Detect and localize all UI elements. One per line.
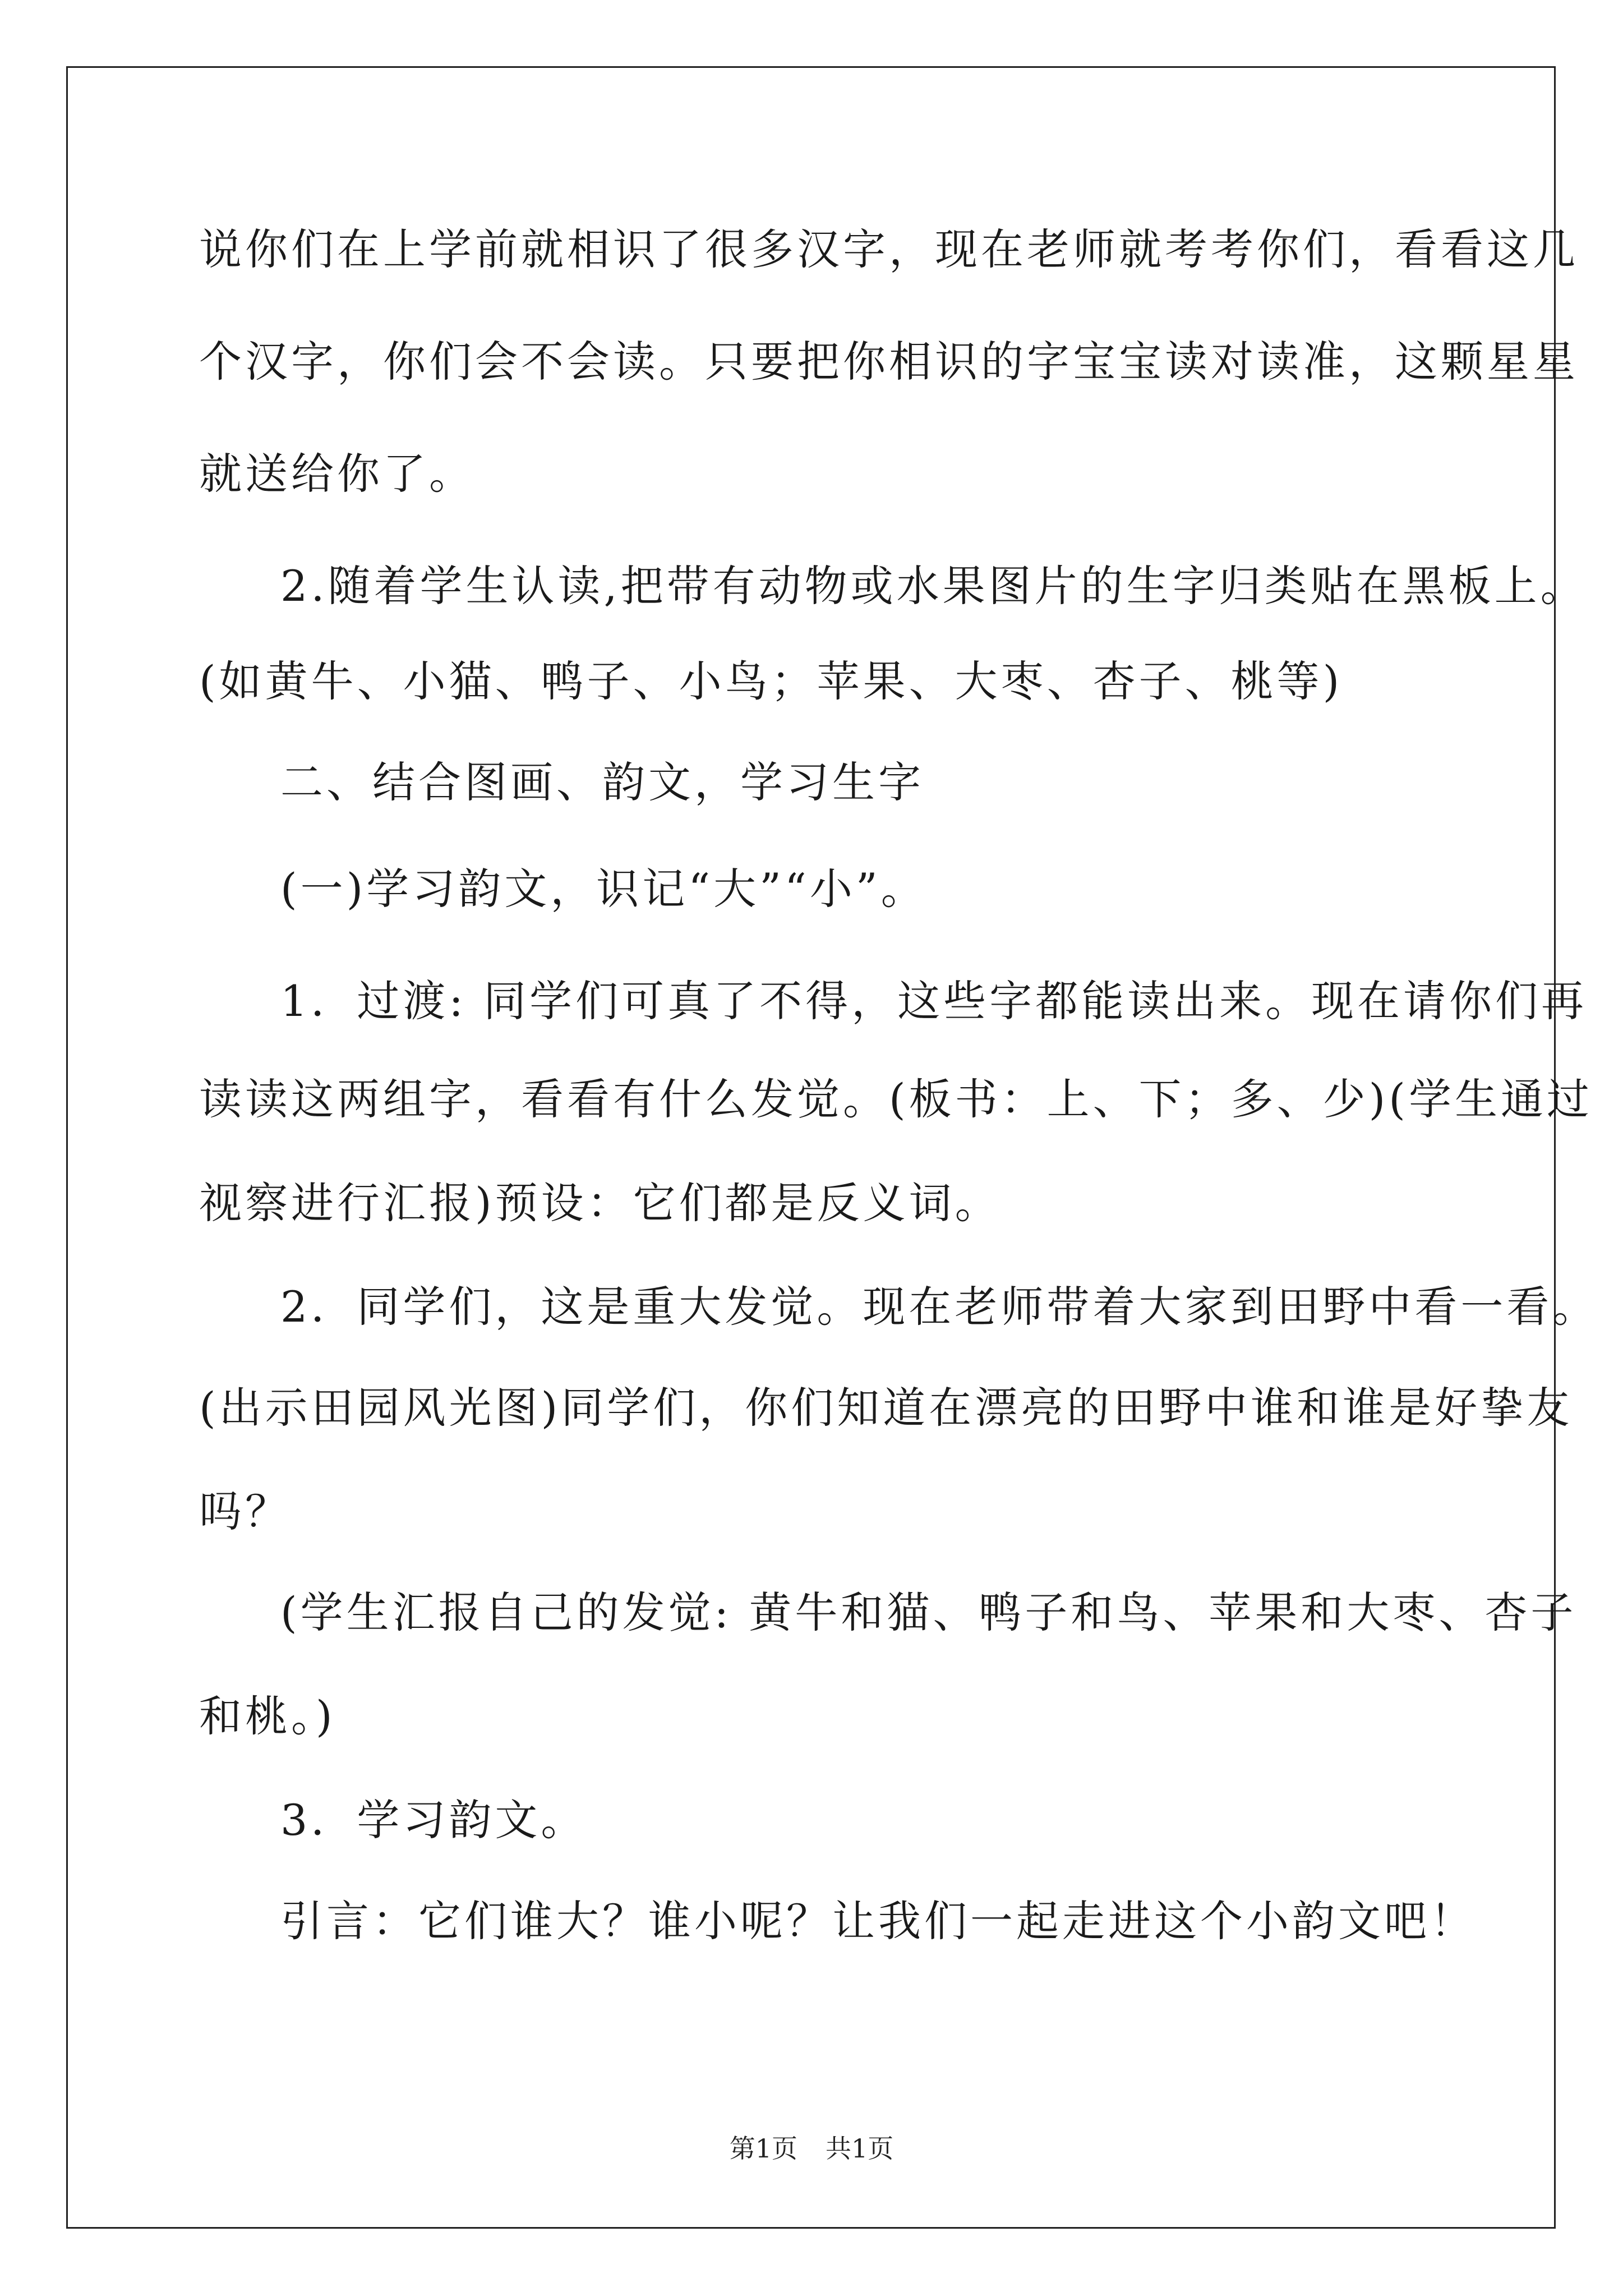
page-total: 共1页 <box>826 2133 894 2164</box>
paragraph-line: 就送给你了。 <box>199 449 475 499</box>
paragraph-line: 1．过渡: 同学们可真了不得，这些字都能读出来。现在请你们再 <box>280 976 1588 1026</box>
paragraph-line: 吗？ <box>199 1487 291 1536</box>
paragraph-line: (学生汇报自己的发觉: 黄牛和猫、鸭子和鸟、苹果和大枣、杏子 <box>280 1588 1577 1637</box>
paragraph-line: 2．同学们，这是重大发觉。现在老师带着大家到田野中看一看。 <box>280 1282 1599 1332</box>
paragraph-line: 个汉字，你们会不会读。只要把你相识的字宝宝读对读准，这颗星星 <box>199 337 1579 386</box>
paragraph-line: (如黄牛、小猫、鸭子、小鸟；苹果、大枣、杏子、桃等) <box>199 656 1343 706</box>
paragraph-line: 读读这两组字，看看有什么发觉。(板书：上、下；多、少)(学生通过 <box>199 1074 1593 1124</box>
paragraph-line: 和桃。) <box>199 1691 336 1741</box>
paragraph-line: 2.随着学生认读,把带有动物或水果图片的生字归类贴在黑板上。 <box>280 561 1587 611</box>
paragraph-line: 引言：它们谁大？谁小呢？让我们一起走进这个小韵文吧！ <box>280 1896 1476 1946</box>
page-footer <box>0 2132 1623 2165</box>
paragraph-line: 视察进行汇报)预设：它们都是反义词。 <box>199 1178 1001 1228</box>
paragraph-line: 说你们在上学前就相识了很多汉字，现在老师就考考你们，看看这几 <box>199 224 1579 274</box>
page-number: 第1页 <box>729 2133 797 2164</box>
subsection-heading: (一)学习韵文，识记“大”“小”。 <box>280 864 927 914</box>
paragraph-line: (出示田园风光图)同学们，你们知道在漂亮的田野中谁和谁是好挚友 <box>199 1383 1573 1433</box>
paragraph-line: 3．学习韵文。 <box>280 1795 587 1845</box>
section-heading: 二、结合图画、韵文，学习生字 <box>280 757 924 807</box>
